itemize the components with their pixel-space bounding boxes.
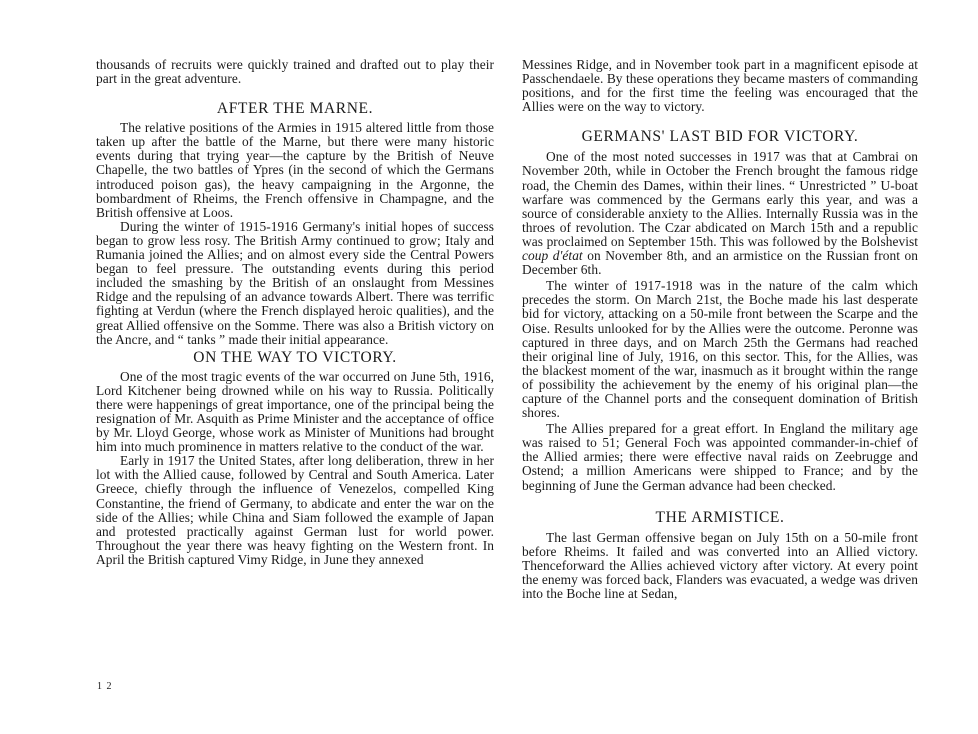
paragraph: thousands of recruits were quickly trained and drafted out to play their part in the great adventure. — [96, 57, 494, 87]
section-heading: ON THE WAY TO VICTORY. — [193, 348, 397, 366]
paragraph-text: One of the most noted successes in 1917 was that at Cambrai on November 20th, while in October the French brought the famous ridge road, the Chemin des Dames, within their lines. “ Unrestricted ” U-boat warfare was commenced by the Germans early this year, and was a source of considerable anxiety to the Allies. Internally Russia was in the throes of revolution. The Czar abdicated on March 15th and a republic was proclaimed on September 15th. This was followed by the Bolshevist — [522, 149, 918, 249]
paragraph: The last German offensive began on July 15th on a 50-mile front before Rheims. It failed and was converted into an Allied victory. Thenceforward the Allies achieved victory after victory. At every point the enemy was forced back, Flanders was evacuated, a wedge was driven into the Boche line at Sedan, — [522, 529, 918, 601]
section-heading: GERMANS' LAST BID FOR VICTORY. — [581, 128, 859, 146]
paragraph-text: on November 8th, and an armistice on the Russian front on December 6th. — [522, 248, 918, 278]
paragraph — [522, 150, 918, 277]
right-column — [522, 58, 918, 601]
paragraph: The winter of 1917-1918 was in the nature of the calm which precedes the storm. On March 21st, the Boche made his last desperate bid for victory, attacking on a 50-mile front between the Scarpe and the Oise. Results unlooked for by the Allies were the outcome. Peronne was captured in three days, and on March 25th the Germans had reached their original line of July, 1916, on this sector. This, for the Allies, was the blackest moment of the war, inasmuch as it brought within the range of possibility the achievement by the enemy of his original plan—the capture of the Channel ports and the consequent domination of British shores. — [522, 278, 918, 421]
paragraph: One of the most tragic events of the war occurred on June 5th, 1916, Lord Kitchener being drowned while on his way to Russia. Politically there were happenings of great importance, one of the principal being the resignation of Mr. Asquith as Prime Minister and the acceptance of office by Mr. Lloyd George, whose work as Minister of Munitions had brought him into much prominence in matters relative to the conduct of the war. — [96, 368, 494, 455]
paragraph: Messines Ridge, and in November took part in a magnificent episode at Passchendaele. By these operations they became masters of commanding positions, and for the first time the feeling was encouraged that the Allies were on the way to victory. — [522, 57, 918, 115]
paragraph: The Allies prepared for a great effort. In England the military age was raised to 51; General Foch was appointed commander-in-chief of the Allied armies; there were effective naval raids on Zeebrugge and Ostend; a million Americans were shipped to France; and by the beginning of June the German advance had been checked. — [522, 421, 918, 493]
page-number: 1 2 — [97, 681, 113, 692]
italic-phrase: coup d'état — [522, 248, 583, 264]
paragraph: Early in 1917 the United States, after long deliberation, threw in her lot with the Allied cause, followed by Central and South America. Later Greece, chiefly through the influence of Venezelos, compelled King Constantine, the friend of Germany, to abdicate and enter the war on the side of the Allies; while China and Siam followed the example of Japan and protested practically against German lust for world power. Throughout the year there was heavy fighting on the Western front. In April the British captured Vimy Ridge, in June they annexed — [96, 453, 494, 567]
left-column — [96, 58, 494, 567]
paragraph: During the winter of 1915-1916 Germany's initial hopes of success began to grow less rosy. The British Army continued to grow; Italy and Rumania joined the Allies; and on almost every side the Central Powers began to feel pressure. The outstanding events during this period included the smashing by the British of an onslaught from Messines Ridge and the repulsing of an advance towards Albert. There was terrific fighting at Verdun (where the French displayed heroic qualities), and the great Allied offensive on the Somme. There was also a British victory on the Ancre, and “ tanks ” made their initial appearance. — [96, 218, 494, 347]
paragraph: The relative positions of the Armies in 1915 altered little from those taken up after the battle of the Marne, but there were many historic events during that trying year—the capture by the British of Neuve Chapelle, the two battles of Ypres (in the second of which the Germans introduced poison gas), the heavy campaigning in the Argonne, the bombardment of Rheims, the French offensive in Champagne, and the British offensive at Loos. — [96, 120, 494, 220]
section-heading: AFTER THE MARNE. — [216, 100, 374, 118]
section-heading: THE ARMISTICE. — [655, 508, 785, 526]
